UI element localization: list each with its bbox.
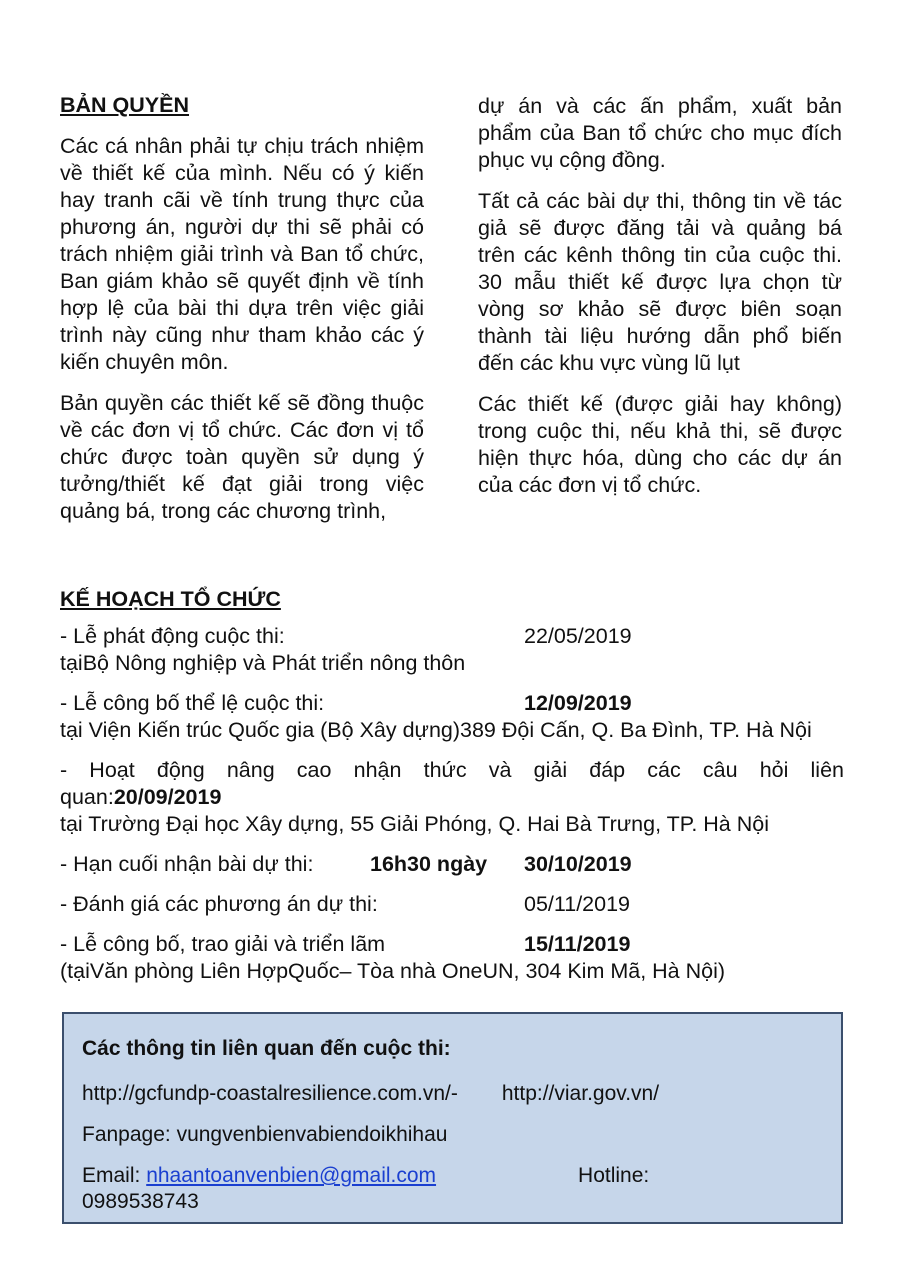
email-label: Email: [82, 1164, 141, 1187]
launch-label: - Lễ phát động cuộc thi: [60, 624, 285, 648]
hotline-label: Hotline: [578, 1164, 650, 1187]
email-link[interactable]: nhaantoanvenbien@gmail.com [146, 1164, 437, 1187]
websites-line [82, 1081, 823, 1107]
copyright-paragraph-5: Các thiết kế (được giải hay không) trong cuộc thi, nếu khả thi, sẽ được hiện thực hóa, dùng cho các dự án của các đơn vị tổ chức. [478, 392, 842, 497]
copyright-paragraph-2: Bản quyền các thiết kế sẽ đồng thuộc về các đơn vị tổ chức. Các đơn vị tổ chức được toàn quyền sử dụng ý tưởng/thiết kế đạt giải trong việc quảng bá, trong các chương trình, [60, 391, 424, 523]
deadline-time: 16h30 ngày [370, 852, 488, 876]
rules-label: - Lễ công bố thể lệ cuộc thi: [60, 691, 325, 715]
fanpage-line: Fanpage: vungvenbienvabiendoikhihau [82, 1123, 448, 1146]
deadline-date: 30/10/2019 [524, 852, 632, 876]
awards-location: (tạiVăn phòng Liên HợpQuốc– Tòa nhà OneUN, 304 Kim Mã, Hà Nội) [60, 959, 726, 983]
hotline-number: 0989538743 [82, 1190, 199, 1213]
copyright-paragraph-4: Tất cả các bài dự thi, thông tin về tác giả sẽ được đăng tải và quảng bá trên các kênh thông tin của cuộc thi. 30 mẫu thiết kế được lựa chọn từ vòng sơ khảo sẽ được biên soạn thành tài liệu hướng dẫn phổ biến đến các khu vực vùng lũ lụt [478, 189, 842, 375]
awards-label: - Lễ công bố, trao giải và triển lãm [60, 932, 386, 956]
copyright-paragraph-1: Các cá nhân phải tự chịu trách nhiệm về thiết kế của mình. Nếu có ý kiến hay tranh cãi về tính trung thực của phương án, người dự thi sẽ phải có trách nhiệm giải trình và Ban tổ chức, Ban giám khảo sẽ quyết định về tính hợp lệ của bài thi dựa trên việc giải trình này cũng như tham khảo các ý kiến chuyên môn. [60, 134, 424, 374]
website-link-1[interactable]: http://gcfundp-coastalresilience.com.vn/- [82, 1082, 458, 1105]
copyright-heading: BẢN QUYỀN [60, 93, 190, 117]
launch-location: tạiBộ Nông nghiệp và Phát triển nông thôn [60, 651, 466, 675]
plan-item-rules [60, 690, 844, 744]
awards-date: 15/11/2019 [524, 932, 631, 956]
plan-item-awards [60, 931, 844, 985]
organization-plan [60, 586, 844, 998]
email-line [82, 1163, 823, 1189]
launch-date: 22/05/2019 [524, 624, 632, 648]
plan-item-launch [60, 623, 844, 677]
info-box-title: Các thông tin liên quan đến cuộc thi: [82, 1037, 451, 1060]
deadline-label: - Hạn cuối nhận bài dự thi: [60, 852, 314, 876]
awareness-location: tại Trường Đại học Xây dựng, 55 Giải Phóng, Q. Hai Bà Trưng, TP. Hà Nội [60, 812, 769, 836]
rules-location: tại Viện Kiến trúc Quốc gia (Bộ Xây dựng)389 Đội Cấn, Q. Ba Đình, TP. Hà Nội [60, 718, 812, 742]
awareness-label: - Hoạt động nâng cao nhận thức và giải đáp các câu hỏi liên [60, 758, 844, 782]
copyright-paragraph-3: dự án và các ấn phẩm, xuất bản phẩm của Ban tổ chức cho mục đích phục vụ cộng đồng. [478, 94, 842, 172]
plan-item-evaluation [60, 891, 844, 918]
awareness-date: 20/09/2019 [113, 785, 222, 809]
awareness-label-cont: quan: [60, 785, 114, 809]
plan-item-deadline [60, 851, 844, 878]
copyright-right-column [478, 93, 842, 513]
evaluation-label: - Đánh giá các phương án dự thi: [60, 892, 378, 916]
evaluation-date: 05/11/2019 [524, 892, 631, 916]
rules-date: 12/09/2019 [524, 691, 632, 715]
copyright-left-column [60, 92, 424, 525]
website-link-2[interactable]: http://viar.gov.vn/ [501, 1082, 660, 1105]
plan-heading: KẾ HOẠCH TỔ CHỨC [60, 587, 281, 611]
contest-info-box [62, 1012, 843, 1224]
plan-item-awareness [60, 757, 844, 838]
